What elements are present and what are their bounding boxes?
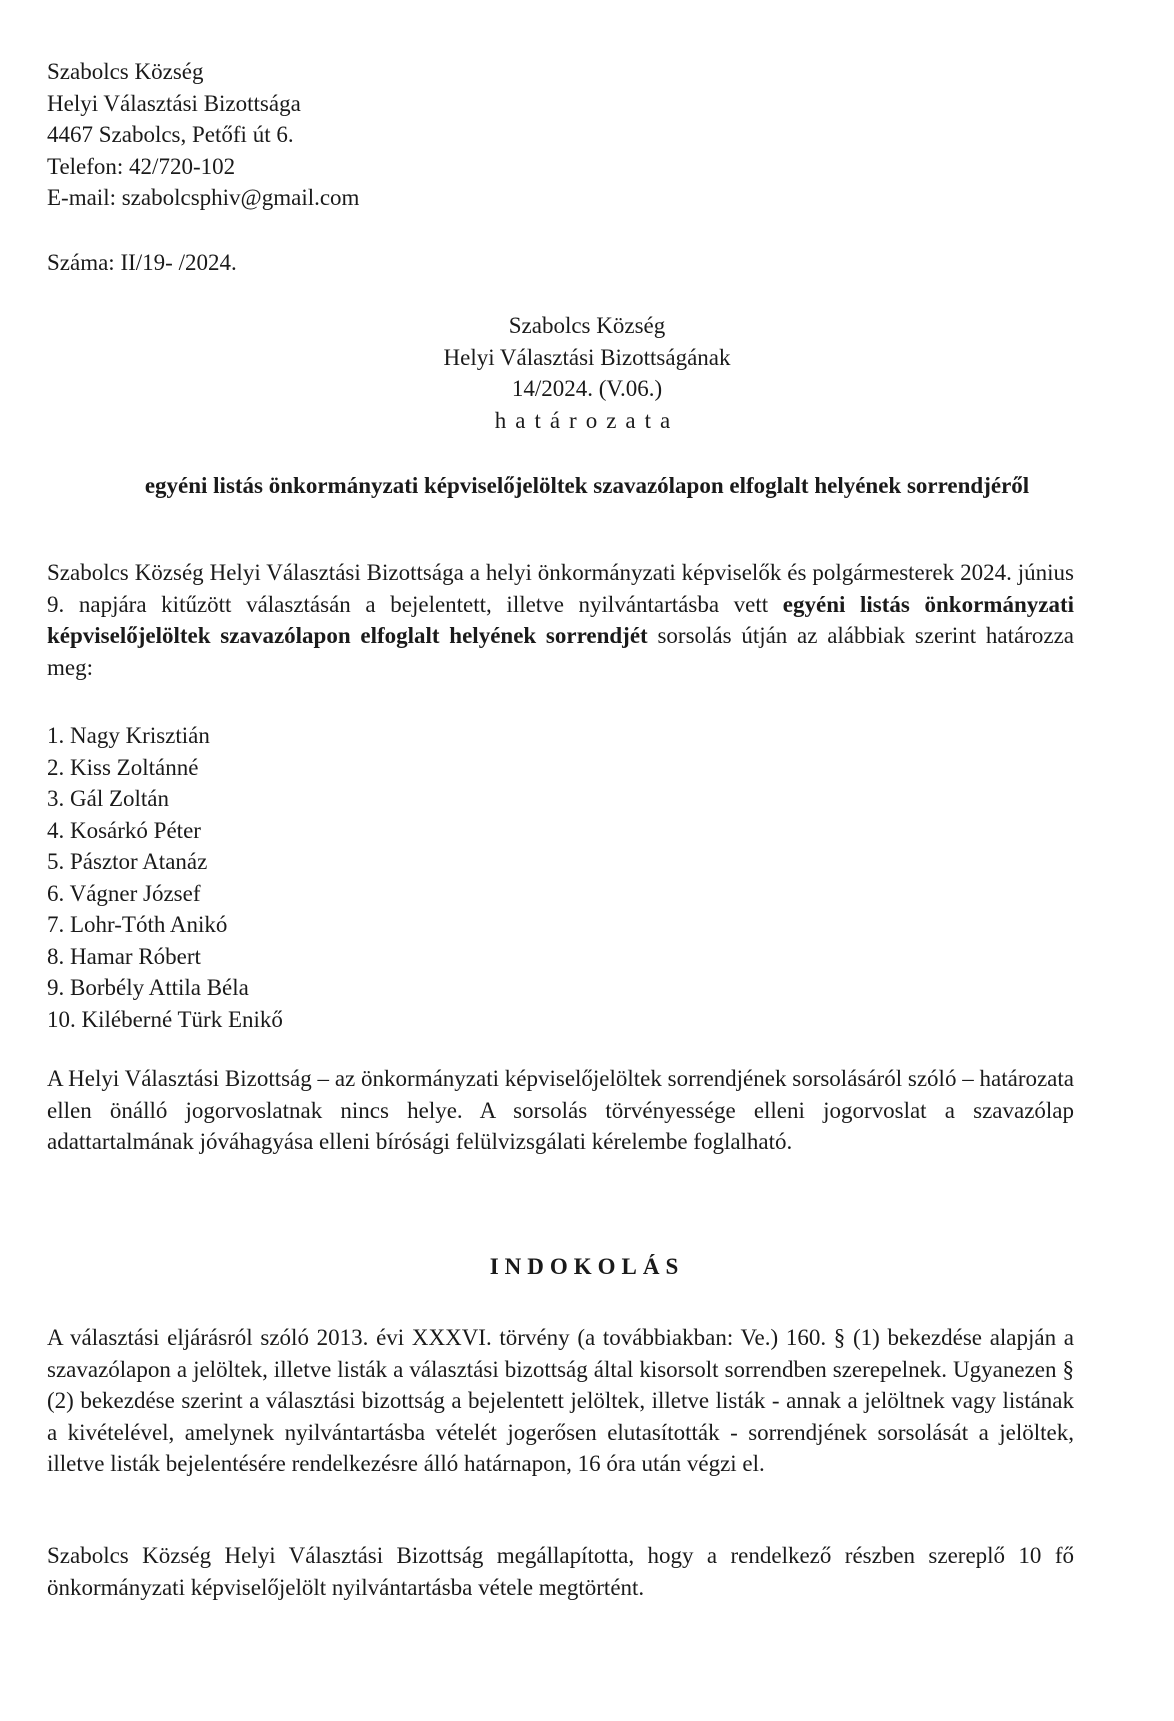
header-line: 4467 Szabolcs, Petőfi út 6. bbox=[47, 122, 294, 147]
decision-text-bold: egyéni listás önkormányzati képviselőjelöltek szavazólapon elfoglalt helyének sorrendjét bbox=[47, 591, 1074, 648]
list-item: 2. Kiss Zoltánné bbox=[47, 754, 199, 780]
resolution-title bbox=[0, 310, 1174, 436]
justification-heading: INDOKOLÁS bbox=[489, 1254, 685, 1279]
list-item: 8. Hamar Róbert bbox=[47, 943, 201, 969]
decision-text: sorsolás útján az alábbiak szerint határozza meg: bbox=[47, 623, 1074, 680]
decision-text: Szabolcs Község Helyi Választási Bizottsága a helyi önkormányzati képviselők és polgármesterek 2024. június 9. napjára kitűzött választásán a bejelentett, illetve nyilvántartásba vett bbox=[47, 560, 1074, 617]
candidate-list bbox=[47, 720, 283, 1035]
list-item: 6. Vágner József bbox=[47, 880, 201, 906]
list-item: 4. Kosárkó Péter bbox=[47, 817, 201, 843]
list-item: 10. Kiléberné Türk Enikő bbox=[47, 1006, 283, 1032]
reference-number: Száma: II/19- /2024. bbox=[47, 250, 237, 275]
list-item: 5. Pásztor Atanáz bbox=[47, 849, 208, 874]
list-item: 7. Lohr-Tóth Anikó bbox=[47, 912, 228, 937]
list-item: 3. Gál Zoltán bbox=[47, 786, 169, 811]
header-line: Helyi Választási Bizottsága bbox=[47, 90, 301, 116]
title-line: Szabolcs Község bbox=[508, 313, 666, 338]
resolution-subject: egyéni listás önkormányzati képviselőjelöltek szavazólapon elfoglalt helyének sorrendjéről bbox=[144, 473, 1030, 498]
header-line: Szabolcs Község bbox=[47, 59, 204, 84]
sender-header bbox=[47, 56, 359, 214]
title-line: Helyi Választási Bizottságának bbox=[443, 344, 731, 370]
list-item: 1. Nagy Krisztián bbox=[47, 723, 210, 748]
remedy-paragraph: A Helyi Választási Bizottság – az önkormányzati képviselőjelöltek sorrendjének sorsolásáról szóló – határozata ellen önálló jogorvoslatnak nincs helye. A sorsolás törvényessége elleni jogorvoslat a szavazólap adattartalmának jóváhagyása elleni bírósági felülvizsgálati kérelembe foglalható. bbox=[47, 1066, 1074, 1154]
justification-paragraph: A választási eljárásról szóló 2013. évi XXXVI. törvény (a továbbiakban: Ve.) 160. § (1) bekezdése alapján a szavazólapon a jelöltek, illetve listák a választási bizottság által kisorsolt sorrendben szerepelnek. Ugyanezen § (2) bekezdése szerint a választási bizottság a bejelentett jelöltek, illetve listák - annak a jelöltnek vagy listának a kivételével, amelynek nyilvántartásba vételét jogerősen elutasították - sorrendjének sorsolását a jelöltek, illetve listák bejelentésére rendelkezésre álló határnapon, 16 óra után végzi el. bbox=[47, 1325, 1074, 1476]
list-item: 9. Borbély Attila Béla bbox=[47, 975, 249, 1000]
header-line: E-mail: szabolcsphiv@gmail.com bbox=[47, 185, 360, 210]
title-line: határozata bbox=[494, 407, 680, 433]
title-line: 14/2024. (V.06.) bbox=[511, 376, 663, 401]
header-line: Telefon: 42/720-102 bbox=[47, 153, 236, 179]
decision-paragraph bbox=[47, 557, 1074, 683]
justification-paragraph: Szabolcs Község Helyi Választási Bizottság megállapította, hogy a rendelkező részben szereplő 10 fő önkormányzati képviselőjelölt nyilvántartásba vétele megtörtént. bbox=[47, 1543, 1074, 1600]
